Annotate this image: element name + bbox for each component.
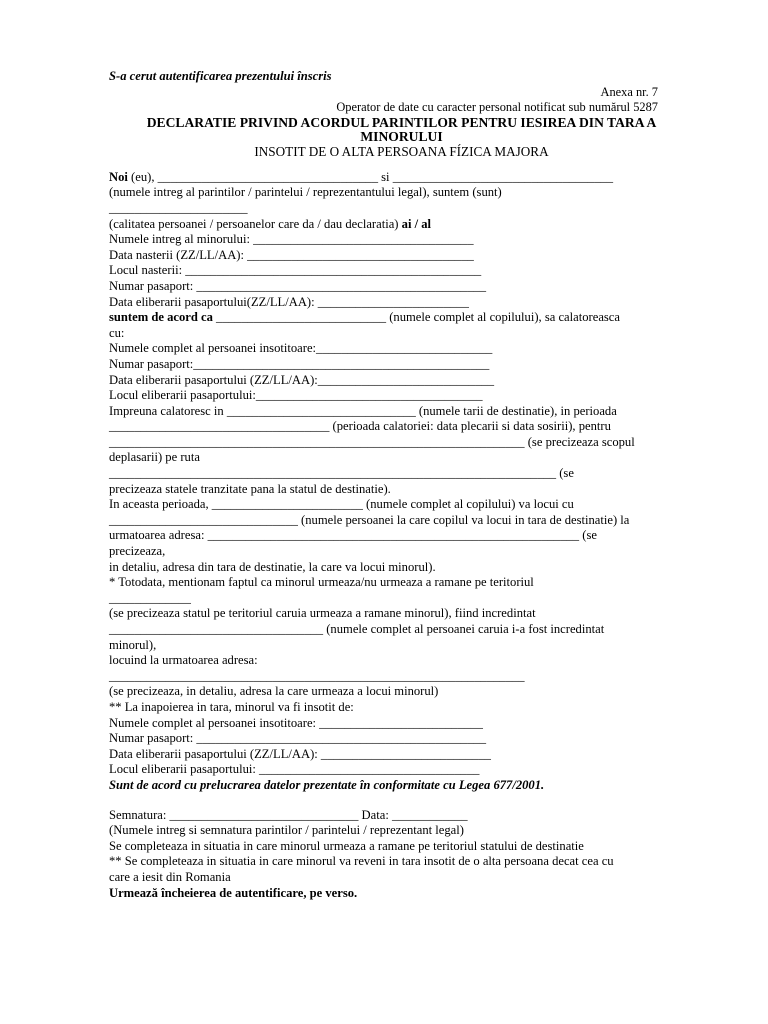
footnote-2-continued: care a iesit din Romania	[109, 869, 231, 884]
signature-line: Semnatura: ______________________________ Data: ____________	[109, 807, 468, 822]
footnote-2: ** Se completeaza in situatia in care minorul va reveni in tara insotit de o alta persoana decat cea cu	[109, 854, 614, 869]
host-line: ______________________________ (numele persoanei la care copilul va locui in tara de destinatie) la	[109, 512, 630, 527]
period-line: ___________________________________ (perioada calatoriei: data plecarii si data sosirii), pentru	[109, 419, 611, 434]
annex-number: Anexa nr. 7	[600, 84, 658, 99]
address-line: urmatoarea adresa: ___________________________________________________________ (se	[109, 528, 597, 543]
agreement-line	[109, 310, 694, 326]
residence-blank: __________________________________________________________________	[109, 668, 525, 683]
data-consent-statement: Sunt de acord cu prelucrarea datelor prezentate în conformitate cu Legea 677/2001.	[109, 777, 545, 792]
route-line: _______________________________________________________________________ (se	[109, 466, 574, 481]
parents-line	[109, 170, 694, 186]
minor-name-field: Numele intreg al minorului: ___________________________________	[109, 232, 474, 247]
parents-caption: (numele intreg al parintilor / parintelui / reprezentantului legal), suntem (sunt)	[109, 185, 502, 200]
custodian-line: __________________________________ (numele complet al persoanei caruia i-a fost incredintat	[109, 622, 605, 636]
agreement-rest: ___________________________ (numele complet al copilului), sa calatoreasca	[212, 310, 620, 325]
companion-name-field: Numele complet al persoanei insotitoare:____________________________	[109, 341, 493, 356]
birth-place-field: Locul nasterii: _______________________________________________	[109, 263, 482, 278]
companion-passport-date-field: Data eliberarii pasaportului (ZZ/LL/AA):____________________________	[109, 372, 495, 387]
residence-label: locuind la urmatoarea adresa:	[109, 653, 258, 668]
address-caption-2: in detaliu, adresa din tara de destinatie, la care va locui minorul).	[109, 559, 436, 574]
signature-caption: (Numele intreg si semnatura parintilor / parintelui / reprezentant legal)	[109, 823, 464, 838]
return-passport-place-field: Locul eliberarii pasaportului: ___________________________________	[109, 762, 480, 777]
return-passport-field: Numar pasaport: ______________________________________________	[109, 731, 487, 746]
noi-label: Noi	[109, 169, 128, 184]
transit-caption: precizeaza statele tranzitate pana la statul de destinatie).	[109, 481, 391, 496]
agreement-label: suntem de acord ca	[109, 310, 213, 325]
residence-caption: (se precizeaza, in detaliu, adresa la care urmeaza a locui minorul)	[109, 684, 439, 699]
remain-blank: _____________	[109, 590, 191, 605]
agreement-continued: cu:	[109, 325, 125, 340]
parents-fields: (eu), ___________________________________ si ___________________________________	[127, 169, 614, 184]
destination-line: Impreuna calatoresc in ______________________________ (numele tarii de destinatie), in perioada	[109, 403, 617, 418]
capacity-blank: ______________________	[109, 200, 248, 215]
title-line-1: DECLARATIE PRIVIND ACORDUL PARINTILOR PENTRU IESIREA DIN TARA A	[146, 114, 657, 130]
verso-note: Urmează încheierea de autentificare, pe verso.	[109, 885, 358, 900]
stay-line: In aceasta perioada, ________________________ (numele complet al copilului) va locui cu	[109, 497, 574, 512]
purpose-line: __________________________________________________________________ (se precizeaza scopul	[109, 434, 635, 449]
passport-date-field: Data eliberarii pasaportului(ZZ/LL/AA): ________________________	[109, 294, 469, 309]
return-companion-field: Numele complet al persoanei insotitoare: __________________________	[109, 715, 483, 730]
remain-note: * Totodata, mentionam faptul ca minorul urmeaza/nu urmeaza a ramane pe teritoriul	[109, 575, 534, 590]
companion-passport-field: Numar pasaport:_______________________________________________	[109, 356, 490, 371]
spacer	[109, 794, 694, 808]
capacity-text: (calitatea persoanei / persoanelor care da / dau declaratia)	[109, 216, 402, 231]
custodian-caption: minorul),	[109, 637, 157, 652]
operator-note: Operator de date cu caracter personal notificat sub numărul 5287	[336, 100, 658, 115]
declaration-form	[109, 69, 694, 901]
subtitle: INSOTIT DE O ALTA PERSOANA FÍZICA MAJORA	[254, 143, 549, 159]
title-line-2: MINORULUI	[360, 128, 443, 144]
address-caption-1: precizeaza,	[109, 544, 166, 559]
passport-number-field: Numar pasaport: ______________________________________________	[109, 278, 487, 293]
return-passport-date-field: Data eliberarii pasaportului (ZZ/LL/AA): ___________________________	[109, 746, 491, 761]
remain-caption: (se precizeaza statul pe teritoriul caruia urmeaza a ramane minorul), fiind incredintat	[109, 606, 536, 621]
footnote-1: Se completeaza in situatia in care minorul urmeaza a ramane pe teritoriul statului de destinatie	[109, 838, 584, 853]
companion-passport-place-field: Locul eliberarii pasaportului:____________________________________	[109, 388, 483, 403]
ai-al-label: ai / al	[401, 216, 432, 231]
return-note: ** La inapoierea in tara, minorul va fi insotit de:	[109, 699, 354, 714]
route-label: deplasarii) pe ruta	[109, 450, 200, 465]
authentication-note: S-a cerut autentificarea prezentului înscris	[109, 69, 332, 83]
capacity-caption	[109, 217, 694, 233]
birth-date-field: Data nasterii (ZZ/LL/AA): ____________________________________	[109, 247, 474, 262]
